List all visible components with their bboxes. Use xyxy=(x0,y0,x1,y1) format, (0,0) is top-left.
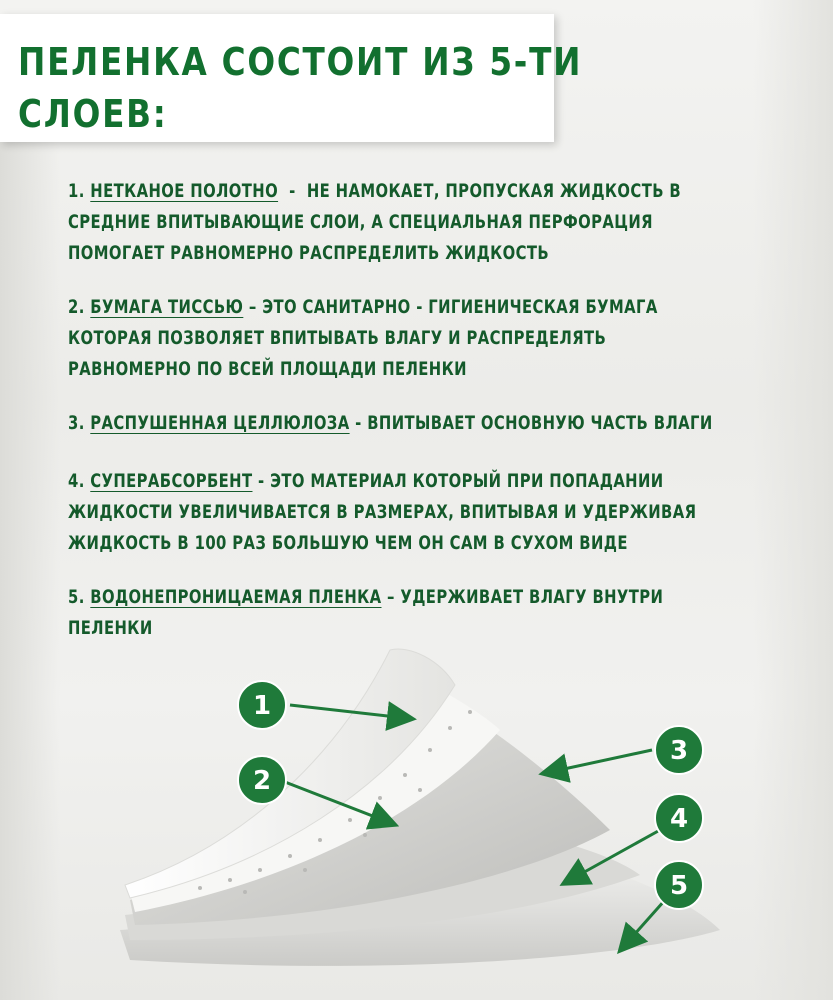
layer-item-3: 3. РАСПУШЕННАЯ ЦЕЛЛЮЛОЗА - ВПИТЫВАЕТ ОСНОВНУЮ ЧАСТЬ ВЛАГИ xyxy=(68,412,713,434)
svg-text:2: 2 xyxy=(252,766,272,796)
svg-text:1: 1 xyxy=(252,691,272,721)
arrow-3 xyxy=(550,750,652,772)
layer-term: СУПЕРАБСОРБЕНТ xyxy=(90,470,253,492)
title-line-2: СЛОЕВ: xyxy=(18,92,168,136)
layer-item-2: 2. БУМАГА ТИССЬЮ – ЭТО САНИТАРНО - ГИГИЕНИЧЕСКАЯ БУМАГА КОТОРАЯ ПОЗВОЛЯЕТ ВПИТЫВАТЬ ВЛАГУ И РАСПРЕДЕЛЯТЬ РАВНОМЕРНО ПО ВСЕЙ ПЛОЩАДИ ПЕЛЕНКИ xyxy=(68,296,658,380)
badge-4 xyxy=(655,794,703,842)
badge-5 xyxy=(655,861,703,909)
layer-item-4: 4. СУПЕРАБСОРБЕНТ - ЭТО МАТЕРИАЛ КОТОРЫЙ ПРИ ПОПАДАНИИ ЖИДКОСТИ УВЕЛИЧИВАЕТСЯ В РАЗМЕРАХ, ВПИТЫВАЯ И УДЕРЖИВАЯ ЖИДКОСТЬ В 100 РАЗ БОЛЬШУЮ ЧЕМ ОН САМ В СУХОМ ВИДЕ xyxy=(68,470,697,554)
title-banner xyxy=(0,14,583,142)
badge-1 xyxy=(238,681,286,729)
svg-text:3: 3 xyxy=(669,736,689,766)
layers-diagram xyxy=(0,630,833,1000)
svg-text:5: 5 xyxy=(669,871,689,901)
layer-item-5: 5. ВОДОНЕПРОНИЦАЕМАЯ ПЛЕНКА – УДЕРЖИВАЕТ ВЛАГУ ВНУТРИ ПЕЛЕНКИ xyxy=(68,586,664,639)
layer-term: РАСПУШЕННАЯ ЦЕЛЛЮЛОЗА xyxy=(90,412,350,434)
svg-text:4: 4 xyxy=(669,804,689,834)
page-title xyxy=(18,36,583,140)
badge-2 xyxy=(238,756,286,804)
layer-term: НЕТКАНОЕ ПОЛОТНО xyxy=(90,180,279,202)
layer-term: ВОДОНЕПРОНИЦАЕМАЯ ПЛЕНКА xyxy=(90,586,382,608)
badge-3 xyxy=(655,726,703,774)
layer-item-1: 1. НЕТКАНОЕ ПОЛОТНО - НЕ НАМОКАЕТ, ПРОПУСКАЯ ЖИДКОСТЬ В СРЕДНИЕ ВПИТЫВАЮЩИЕ СЛОИ, А СПЕЦИАЛЬНАЯ ПЕРФОРАЦИЯ ПОМОГАЕТ РАВНОМЕРНО РАСПРЕДЕЛИТЬ ЖИДКОСТЬ xyxy=(68,180,682,264)
title-line-1: ПЕЛЕНКА СОСТОИТ ИЗ 5-ТИ xyxy=(18,40,583,84)
layer-term: БУМАГА ТИССЬЮ xyxy=(90,296,244,318)
